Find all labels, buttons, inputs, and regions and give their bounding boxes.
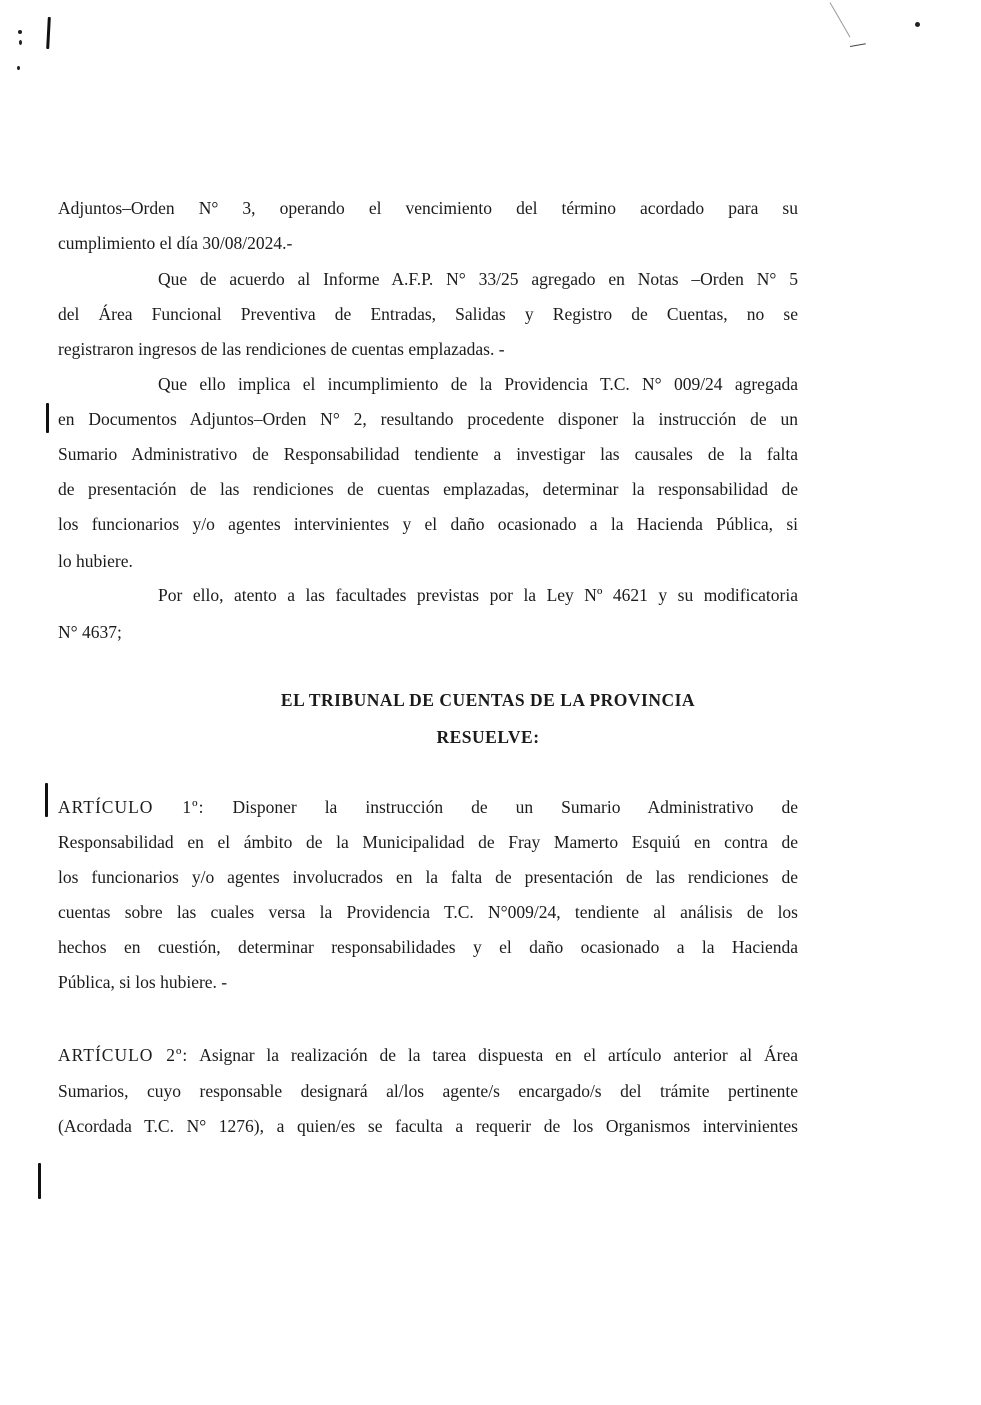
- article-2-line-2: Sumarios, cuyo responsable designará al/los agente/s encargado/s del trámite pertinente: [58, 1081, 798, 1101]
- paragraph-2-line-3: registraron ingresos de las rendiciones de cuentas emplazadas. -: [58, 339, 505, 359]
- paragraph-2-line-1: Que de acuerdo al Informe A.F.P. N° 33/25 agregado en Notas –Orden N° 5: [158, 269, 798, 289]
- paragraph-3-line-3: Sumario Administrativo de Responsabilidad tendiente a investigar las causales de la falta: [58, 444, 798, 464]
- article-1-line-6: Pública, si los hubiere. -: [58, 972, 228, 992]
- article-2-label: ARTÍCULO 2º:: [58, 1045, 189, 1065]
- margin-mark: [45, 783, 48, 817]
- corner-scratch: [850, 43, 866, 47]
- article-1-line-4: cuentas sobre las cuales versa la Providencia T.C. N°009/24, tendiente al análisis de los: [58, 902, 798, 922]
- margin-speck: [18, 30, 22, 34]
- article-2-text: Asignar la realización de la tarea dispuesta en el artículo anterior al Área: [199, 1045, 798, 1065]
- paragraph-3-line-1: Que ello implica el incumplimiento de la Providencia T.C. N° 009/24 agregada: [158, 374, 798, 394]
- paragraph-3-line-2: en Documentos Adjuntos–Orden N° 2, resultando procedente disponer la instrucción de un: [58, 409, 798, 429]
- margin-mark: [46, 17, 51, 49]
- paragraph-2-line-2: del Área Funcional Preventiva de Entradas, Salidas y Registro de Cuentas, no se: [58, 304, 798, 324]
- paragraph-3-line-6: lo hubiere.: [58, 551, 133, 571]
- margin-speck: [915, 22, 920, 27]
- paragraph-3-line-4: de presentación de las rendiciones de cuentas emplazadas, determinar la responsabilidad de: [58, 479, 798, 499]
- article-1-line-1: [58, 796, 798, 818]
- article-1-label: ARTÍCULO 1º:: [58, 797, 205, 817]
- resolution-title: EL TRIBUNAL DE CUENTAS DE LA PROVINCIA: [280, 690, 696, 710]
- article-1-line-2: Responsabilidad en el ámbito de la Municipalidad de Fray Mamerto Esquiú en contra de: [58, 832, 798, 852]
- margin-mark: [46, 403, 49, 433]
- article-2-line-3: (Acordada T.C. N° 1276), a quien/es se faculta a requerir de los Organismos intervinientes: [58, 1116, 798, 1136]
- paragraph-4-line-2: N° 4637;: [58, 622, 122, 642]
- article-2-line-1: [58, 1044, 798, 1066]
- margin-mark: [38, 1163, 41, 1199]
- article-1-line-5: hechos en cuestión, determinar responsabilidades y el daño ocasionado a la Hacienda: [58, 937, 798, 957]
- margin-speck: [17, 66, 20, 70]
- margin-speck: [19, 40, 22, 45]
- resolve-heading: RESUELVE:: [436, 727, 540, 747]
- article-1-line-3: los funcionarios y/o agentes involucrados en la falta de presentación de las rendiciones de: [58, 867, 798, 887]
- paragraph-3-line-5: los funcionarios y/o agentes intervinientes y el daño ocasionado a la Hacienda Pública, si: [58, 514, 798, 534]
- paragraph-1-line-1: Adjuntos–Orden N° 3, operando el vencimiento del término acordado para su: [58, 198, 798, 218]
- corner-scratch: [830, 2, 851, 37]
- paragraph-1-line-2: cumplimiento el día 30/08/2024.-: [58, 233, 293, 253]
- paragraph-4-line-1: Por ello, atento a las facultades previstas por la Ley Nº 4621 y su modificatoria: [158, 585, 798, 605]
- article-1-text: Disponer la instrucción de un Sumario Administrativo de: [232, 797, 799, 817]
